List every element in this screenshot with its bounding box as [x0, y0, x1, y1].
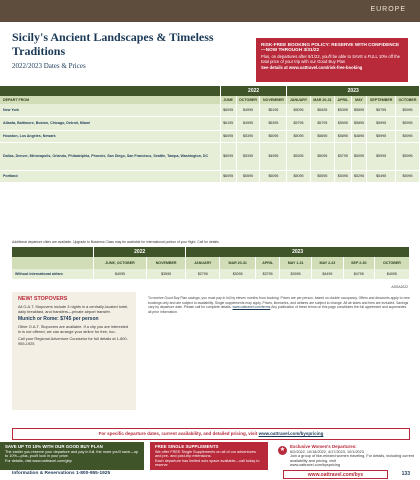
price-cell: $5995 — [395, 104, 419, 116]
availability-bar — [12, 428, 410, 440]
region-label: EUROPE — [370, 6, 406, 13]
price-cell: $5995 — [395, 116, 419, 130]
price-cell: $5795 — [287, 116, 310, 130]
col-header: DEPART FROM — [0, 96, 220, 104]
col-header: MAY — [351, 96, 367, 104]
footer-phone: Information & Reservations 1-800-955-1925 — [12, 471, 111, 476]
stopovers-call: Call your Regional Adventure Counselor for full details at 1-800-955-1925 — [18, 336, 128, 346]
price-cell: $5395 — [260, 116, 287, 130]
terms-text: To receive Good Buy Plan savings, you must pay in full by eleven months from booking. Prices are per person, based on double occupancy. Offers and discounts apply to new bookings only and are subject to availability. Single supplements may apply. Prices, itineraries, and airfares are subject to change. All air taxes and fees are included. Savings vary by departure date. Please call for complete details. — [148, 296, 410, 310]
price-cell: $5995 — [367, 116, 396, 130]
table-row — [0, 142, 420, 170]
price-cell: $2795 — [186, 269, 220, 279]
womens-body: Join a group of like-minded women traveling. For details, including current availability and pricing, visit — [290, 454, 415, 463]
page-footer — [0, 470, 420, 480]
page-subtitle: 2022/2023 Dates & Prices — [12, 62, 86, 70]
promo-headline: RISK-FREE BOOKING POLICY: RESERVE WITH CONFIDENCE—NOW THROUGH 3/31/22 — [261, 42, 400, 53]
price-cell: $4495 — [311, 269, 343, 279]
price-cell: $5495 — [310, 104, 334, 116]
col-header: NOVEMBER — [260, 96, 287, 104]
row-label: Without international airfare — [12, 269, 94, 279]
top-banner — [0, 0, 420, 22]
trip-code: ASSA2022 — [391, 285, 408, 289]
price-table-without-air — [12, 247, 410, 279]
year-2022: 2022 — [220, 86, 287, 96]
womens-dates: 6/2/2022, 10/18/2022, 4/17/2023, 10/1/2023 — [290, 449, 364, 454]
good-buy-heading: SAVE UP TO 10% WITH OUR GOOD BUY PLAN — [5, 444, 103, 449]
womens-link[interactable]: www.oattravel.com/byspricing — [290, 463, 341, 468]
price-cell: $6095 — [220, 142, 236, 170]
year-spacer — [12, 247, 94, 257]
good-buy-plan-box — [0, 442, 144, 470]
single-supplements-box — [150, 442, 268, 470]
womens-departures-box — [274, 442, 420, 470]
promo-body: Plus, on departures after 6/1/22, you'll be able to SAVE a FULL 10% off the total price of your trip with our Good Buy Plan — [261, 53, 400, 64]
price-cell: $3995 — [280, 269, 312, 279]
year-2023: 2023 — [287, 86, 420, 96]
city-cell: Houston, Los Angeles, Newark — [0, 130, 220, 142]
availability-text: For specific departure dates, current availability, and detailed pricing, visit — [98, 431, 258, 436]
price-cell: $5095 — [287, 130, 310, 142]
price-cell: $5395 — [335, 104, 352, 116]
table-row — [0, 130, 420, 142]
col-header: JUNE — [220, 96, 236, 104]
table-row — [12, 269, 410, 279]
page-title: Sicily's Ancient Landscapes & Timeless Traditions — [12, 30, 214, 58]
price-cell: $5095 — [351, 142, 367, 170]
price-cell: $5095 — [335, 170, 352, 182]
price-cell: $6195 — [220, 116, 236, 130]
col-header: NOVEMBER — [146, 257, 185, 269]
price-cell: $5095 — [260, 170, 287, 182]
table-row — [0, 116, 420, 130]
col-header: SEP 2-30 — [343, 257, 374, 269]
col-header: APRIL — [335, 96, 352, 104]
price-cell: $4895 — [351, 130, 367, 142]
price-cell: $5395 — [236, 142, 260, 170]
table-note: Additional departure cities are available. Upgrade to Business Class may be available for international portion of your flight. Call for details. — [12, 240, 220, 244]
price-cell: $5995 — [395, 130, 419, 142]
price-cell: $5195 — [260, 104, 287, 116]
col-header: JANUARY — [287, 96, 310, 104]
single-supplements-body: We offer FREE Single Supplements on all of our adventures and pre- and post-trip extensions. — [155, 449, 256, 459]
price-cell: $3095 — [220, 269, 256, 279]
availability-link[interactable]: www.oattravel.com/byspricing — [258, 431, 324, 436]
price-cell: $3595 — [146, 269, 185, 279]
stopovers-city-price: Munich or Rome: $745 per person — [18, 316, 99, 322]
price-cell: $4095 — [374, 269, 409, 279]
stopovers-heading: NEW! STOPOVERS — [18, 296, 68, 302]
col-header: MAR 20-31 — [310, 96, 334, 104]
col-header: MAY 2-23 — [311, 257, 343, 269]
price-cell: $5895 — [351, 116, 367, 130]
price-cell: $5095 — [287, 104, 310, 116]
col-header: APRIL — [256, 257, 280, 269]
price-cell: $5495 — [367, 170, 396, 182]
price-cell: $5095 — [310, 142, 334, 170]
womens-heading: Exclusive Women's Departures: — [290, 444, 357, 449]
price-table-with-air — [0, 86, 420, 183]
col-header: OCTOBER — [395, 96, 419, 104]
col-header: MAR 20-31 — [220, 257, 256, 269]
price-cell: $5995 — [367, 130, 396, 142]
year-2022: 2022 — [94, 247, 186, 257]
price-cell: $5595 — [310, 170, 334, 182]
price-cell: $5395 — [287, 142, 310, 170]
stopovers-text: Other O.A.T. Stopovers are available. If a city you are interested in is not offered, we can arrange your airline for free, too. — [18, 324, 129, 334]
price-cell: $4795 — [343, 269, 374, 279]
page-number: 133 — [401, 471, 410, 477]
col-header — [12, 257, 94, 269]
price-cell: $5795 — [335, 142, 352, 170]
price-cell: $6095 — [220, 104, 236, 116]
col-header: MAY 1-31 — [280, 257, 312, 269]
city-cell: Atlanta, Baltimore, Boston, Chicago, Detroit, Miami — [0, 116, 220, 130]
price-cell: $5895 — [335, 130, 352, 142]
year-spacer — [0, 86, 220, 96]
price-cell: $6095 — [220, 170, 236, 182]
single-supplements-heading: FREE SINGLE SUPPLEMENTS — [155, 444, 219, 449]
price-cell: $4995 — [236, 104, 260, 116]
stopovers-intro: All O.A.T. Stopovers include 3 nights in a centrally-located hotel, daily breakfast, and transfers—private airport transfer. — [18, 304, 129, 314]
stopovers-box — [12, 292, 136, 410]
price-cell: $6095 — [220, 130, 236, 142]
single-supplements-body2: Each departure has limited solo space available—call today to reserve — [155, 458, 260, 468]
price-cell: $5595 — [335, 116, 352, 130]
col-header: OCTOBER — [374, 257, 409, 269]
good-buy-body: The earlier you reserve your departure and pay in full, the more you'll save—up to 10%—plus, you'll lock in your price. — [5, 449, 139, 459]
price-cell: $5795 — [367, 104, 396, 116]
price-cell: $5395 — [236, 130, 260, 142]
price-cell: $5895 — [351, 104, 367, 116]
price-cell: $4995 — [236, 116, 260, 130]
price-cell: $4095 — [94, 269, 147, 279]
star-icon: ★ — [279, 447, 286, 453]
price-cell: $5795 — [310, 116, 334, 130]
promo-link[interactable]: See details at www.oattravel.com/risk-free-booking — [261, 65, 363, 71]
price-cell: $5995 — [367, 142, 396, 170]
table-row — [0, 170, 420, 182]
col-header: SEPTEMBER — [367, 96, 396, 104]
col-header: OCTOBER — [236, 96, 260, 104]
footer-url[interactable]: www.oattravel.com/bys — [283, 470, 388, 479]
terms-tail: Any publication of these terms on this page constitutes the full agreement and supersedes all prior information. — [148, 305, 407, 314]
col-header: JANUARY — [186, 257, 220, 269]
price-cell: $5295 — [351, 170, 367, 182]
col-header: JUNE, OCTOBER — [94, 257, 147, 269]
price-cell: $5995 — [395, 170, 419, 182]
price-cell: $5995 — [395, 142, 419, 170]
price-cell: $4995 — [260, 142, 287, 170]
city-cell: Dallas, Denver, Minneapolis, Orlando, Philadelphia, Phoenix, San Diego, San Francisco, Seattle, Tampa, Washington, DC — [0, 142, 220, 170]
city-cell: New York — [0, 104, 220, 116]
price-cell: $3795 — [256, 269, 280, 279]
risk-free-promo-box — [256, 38, 408, 82]
city-cell: Portland — [0, 170, 220, 182]
price-cell: $5695 — [310, 130, 334, 142]
table-row — [0, 104, 420, 116]
good-buy-link[interactable]: For details, visit www.oattravel.com/gbp — [5, 458, 72, 463]
price-cell: $5095 — [287, 170, 310, 182]
terms-paragraph — [148, 296, 410, 314]
year-2023: 2023 — [186, 247, 410, 257]
price-cell: $5095 — [260, 130, 287, 142]
price-cell: $5595 — [236, 170, 260, 182]
terms-link[interactable]: www.oattravel.com/terms — [232, 305, 271, 310]
